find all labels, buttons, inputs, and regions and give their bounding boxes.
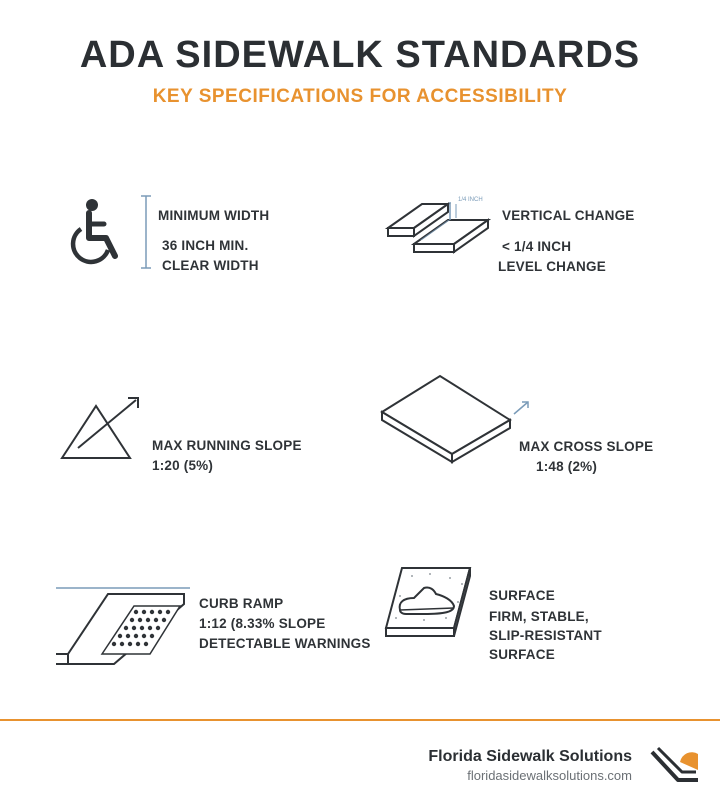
footer-divider bbox=[0, 719, 720, 721]
shoe-on-surface-icon bbox=[384, 562, 484, 642]
min-width-heading: MINIMUM WIDTH bbox=[158, 208, 270, 223]
running-slope-value: 1:20 (5%) bbox=[152, 458, 214, 473]
wheelchair-icon bbox=[62, 194, 162, 274]
quarter-inch-dimension-label: 1/4 INCH bbox=[458, 197, 483, 203]
surface-line-2: SLIP-RESISTANT bbox=[489, 628, 602, 643]
brand-name: Florida Sidewalk Solutions bbox=[428, 748, 632, 765]
slab-level-change-icon bbox=[384, 192, 496, 262]
tilted-slab-icon bbox=[378, 370, 538, 468]
vertical-change-value: < 1/4 INCH bbox=[502, 239, 572, 254]
sidewalk-logo-icon bbox=[648, 742, 704, 786]
running-slope-heading: MAX RUNNING SLOPE bbox=[152, 438, 302, 453]
page-title: ADA SIDEWALK STANDARDS bbox=[79, 34, 641, 76]
page-subtitle: KEY SPECIFICATIONS FOR ACCESSIBILITY bbox=[152, 86, 568, 107]
brand-url[interactable]: floridasidewalksolutions.com bbox=[467, 768, 632, 783]
triangle-slope-icon bbox=[58, 390, 148, 464]
surface-heading: SURFACE bbox=[489, 588, 555, 603]
vertical-change-heading: VERTICAL CHANGE bbox=[502, 208, 635, 223]
surface-line-3: SURFACE bbox=[489, 647, 555, 662]
cross-slope-heading: MAX CROSS SLOPE bbox=[519, 439, 654, 454]
curb-ramp-value: 1:12 (8.33% SLOPE bbox=[199, 616, 326, 631]
curb-ramp-detail: DETECTABLE WARNINGS bbox=[199, 636, 371, 651]
min-width-detail: CLEAR WIDTH bbox=[162, 258, 259, 273]
cross-slope-value: 1:48 (2%) bbox=[536, 459, 598, 474]
curb-ramp-heading: CURB RAMP bbox=[199, 596, 284, 611]
vertical-change-detail: LEVEL CHANGE bbox=[498, 259, 606, 274]
surface-line-1: FIRM, STABLE, bbox=[489, 609, 589, 624]
curb-ramp-icon bbox=[54, 580, 200, 670]
min-width-value: 36 INCH MIN. bbox=[162, 238, 249, 253]
